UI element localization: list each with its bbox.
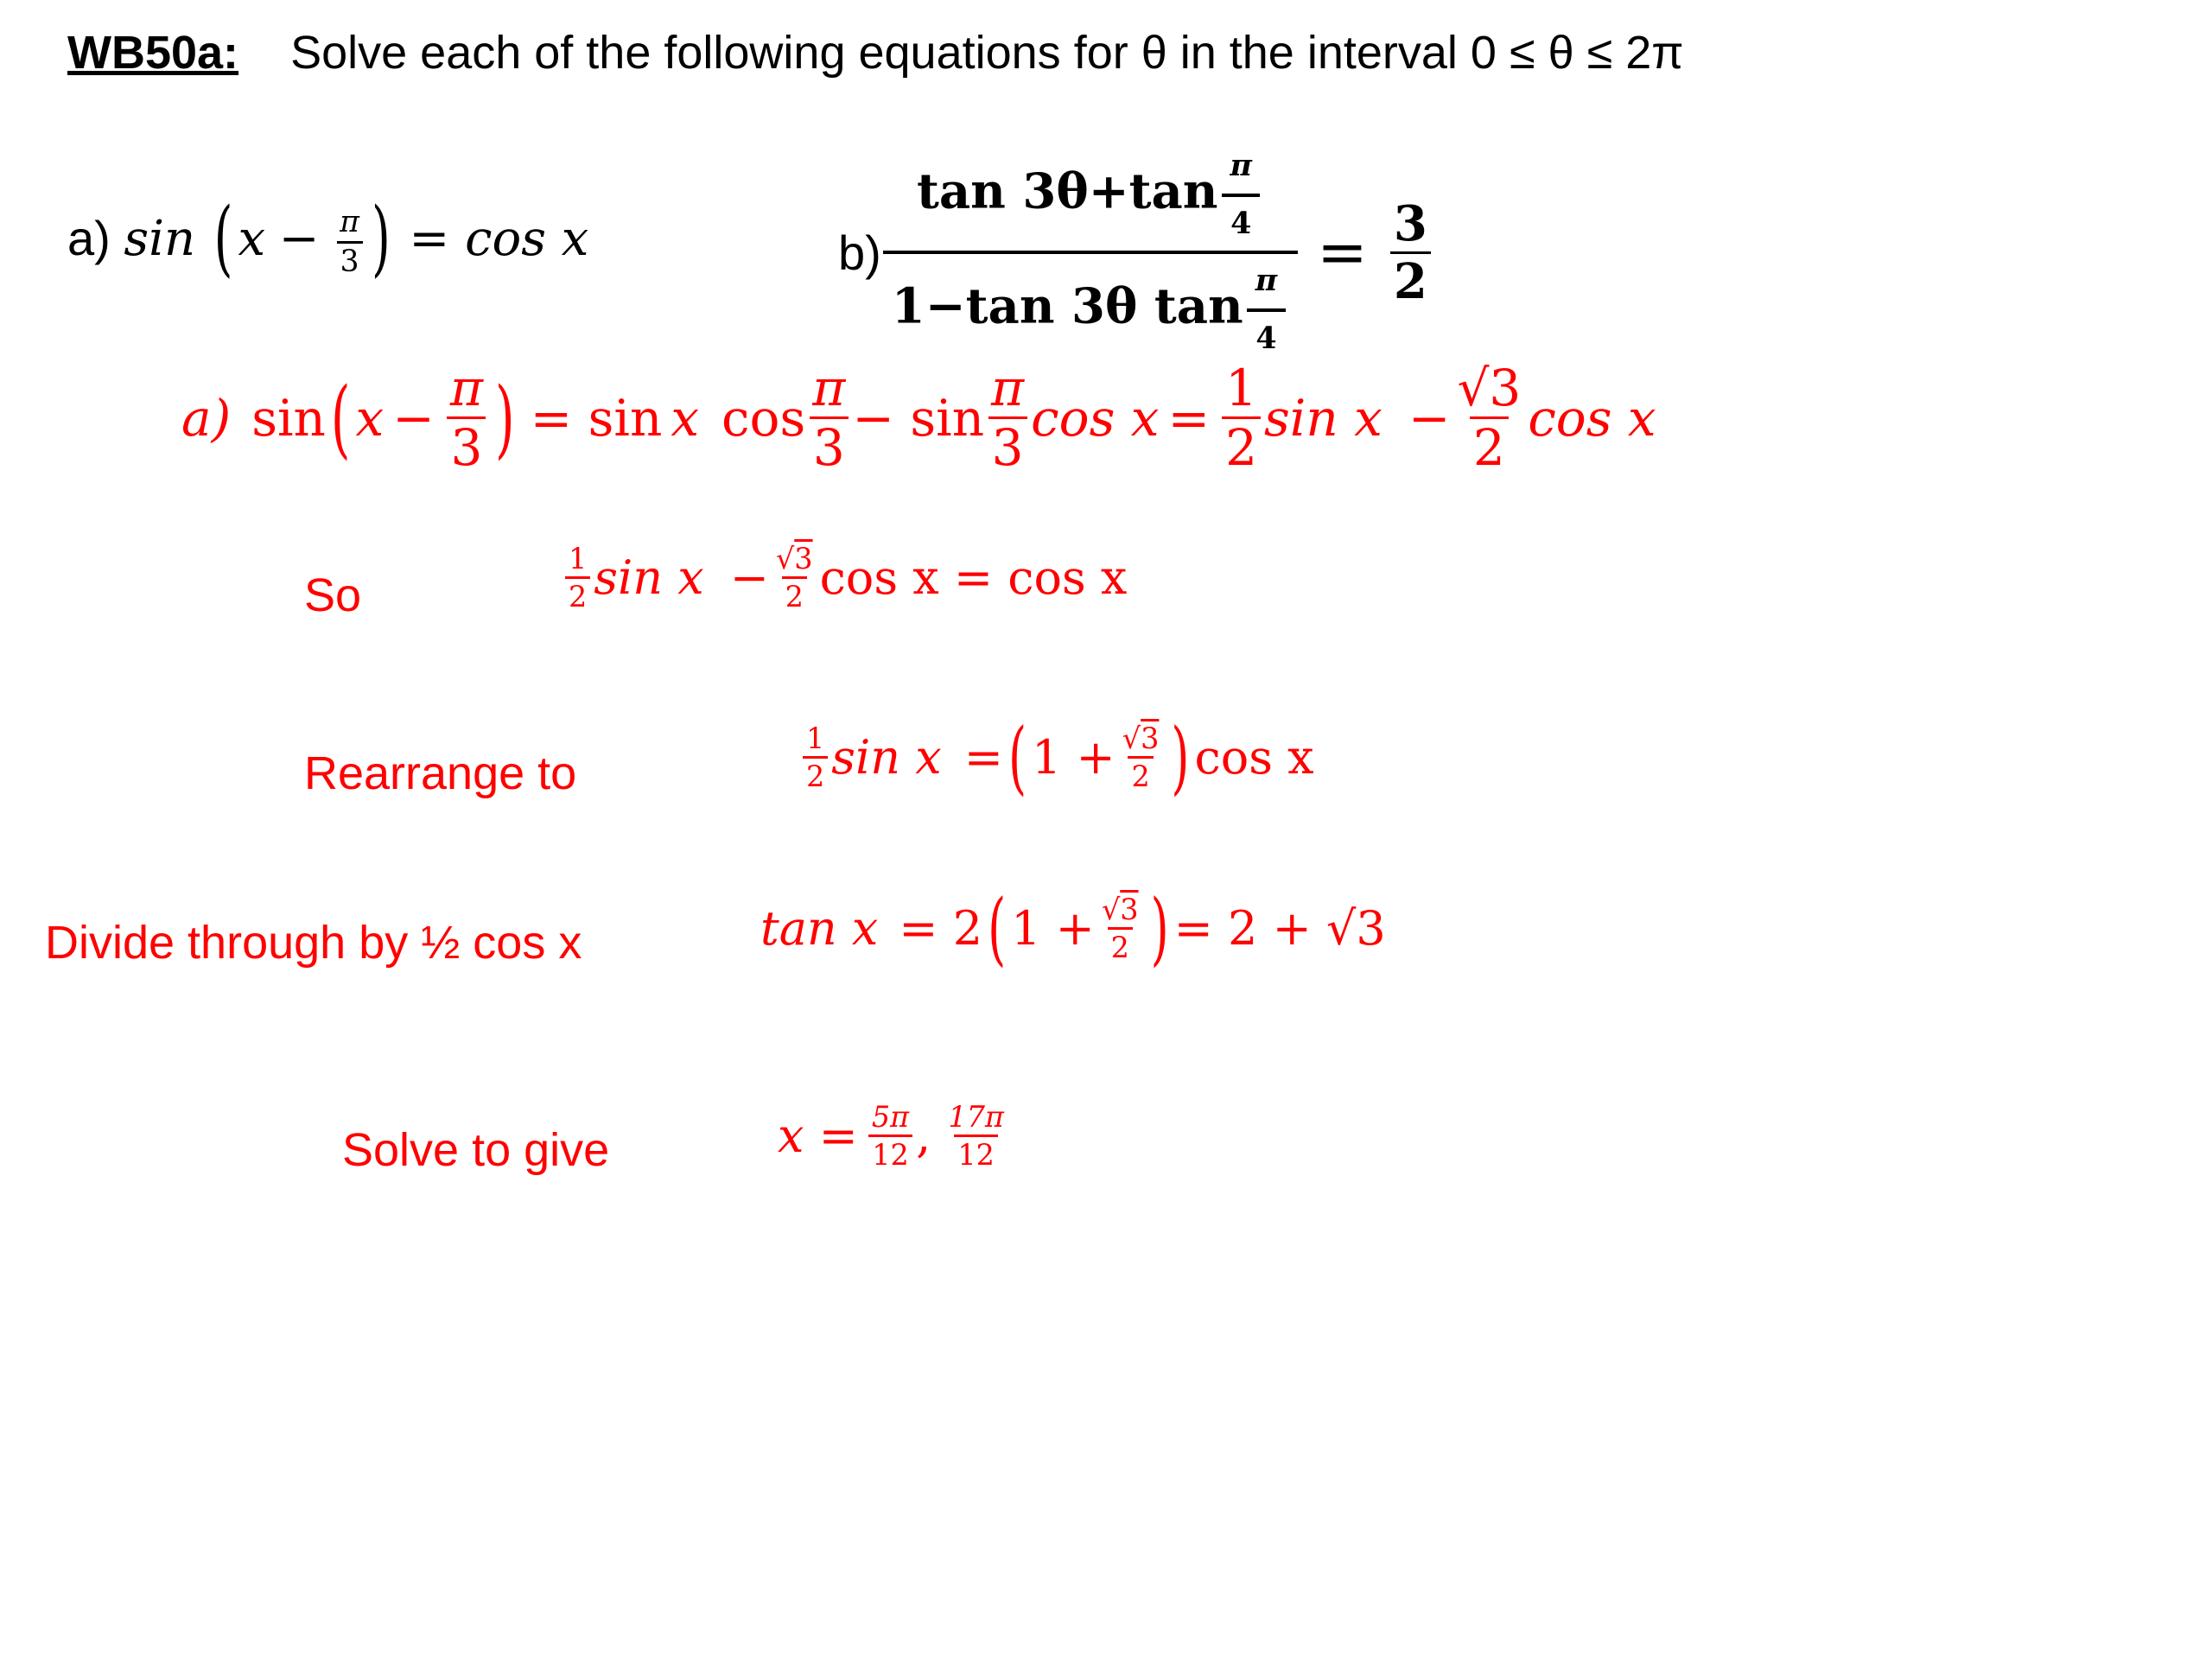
solution-line-2 — [562, 544, 1127, 612]
question-b — [838, 148, 1434, 357]
solution-1-minus-sin: − sin — [852, 388, 985, 448]
solution-3-lparen: ( — [1007, 711, 1027, 804]
solution-2-minus: − — [729, 550, 769, 606]
solution-5-comma: , — [916, 1109, 931, 1164]
solution-4-tan-x: tan x — [760, 901, 879, 957]
question-b-num-pi-over-4: $\frac{\pi}{4}$ — [1222, 151, 1261, 238]
question-b-equals: = — [1317, 217, 1368, 289]
solution-1-lparen: ( — [330, 367, 351, 468]
question-a-fn: sin — [124, 211, 196, 268]
solution-2-root3-over-2: $\frac{√3}{2}$ — [775, 542, 813, 614]
solution-rearrange-label: Rearrange to — [304, 747, 577, 799]
solution-3-cos-x: cos x — [1194, 730, 1314, 785]
question-a-minus: − — [278, 211, 320, 268]
solution-1-minus2: − — [1408, 388, 1451, 448]
question-b-fraction — [883, 148, 1298, 357]
solution-3-sin-x: sin x — [831, 730, 942, 785]
question-b-label: b) — [838, 225, 881, 280]
solution-a-label: a) — [181, 388, 232, 448]
solution-5-answer-2: $\frac{17\pi}{12}$ — [948, 1100, 1004, 1173]
solution-1-cos: cos — [721, 388, 806, 448]
question-b-rhs: $\frac{3}{2}$ — [1390, 200, 1431, 306]
question-a-var: x — [238, 211, 266, 268]
question-b-denominator: 1−tan 3θ tan — [891, 277, 1243, 335]
solution-4-root3-over-2: $\frac{√3}{2}$ — [1101, 893, 1139, 965]
question-a-lparen: ( — [213, 191, 233, 287]
question-b-numerator: tan 3θ+tan — [917, 162, 1218, 220]
solution-4-rparen: ) — [1150, 882, 1169, 976]
solution-2-sin-x: sin x — [594, 550, 704, 606]
question-a-rhs: = cos x — [409, 211, 589, 268]
instruction-text: Solve each of the following equations for θ in the interval 0 ≤ θ ≤ 2π — [290, 27, 1684, 79]
question-b-den-pi-over-4: $\frac{\pi}{4}$ — [1247, 266, 1286, 353]
solution-4-lparen: ( — [988, 882, 1007, 976]
solution-1-pi-over-3-c: $\frac{\pi}{3}$ — [988, 363, 1027, 473]
solution-2-rest: cos x = cos x — [819, 550, 1128, 606]
solution-3-rparen: ) — [1171, 711, 1190, 804]
solution-3-one-plus: 1 + — [1032, 730, 1116, 785]
solution-1-half: $\frac{1}{2}$ — [1222, 363, 1261, 473]
solution-1-sin: sin — [251, 388, 326, 448]
solution-2-half: $\frac{1}{2}$ — [565, 544, 590, 612]
solution-line-4 — [760, 882, 1386, 976]
solution-solve-label: Solve to give — [342, 1124, 610, 1176]
solution-1-pi-over-3: $\frac{\pi}{3}$ — [447, 363, 486, 473]
solution-1-cos-x: cos x — [1031, 388, 1160, 448]
solution-1-x: x — [355, 388, 385, 448]
solution-divide-label: Divide through by ½ cos x — [45, 917, 582, 969]
solution-5-x-eq: x = — [778, 1109, 858, 1164]
solution-line-3 — [799, 711, 1314, 804]
solution-1-rparen: ) — [494, 367, 515, 468]
solution-1-eq-sin: = sin — [530, 388, 663, 448]
solution-5-answer-1: $\frac{5\pi}{12}$ — [868, 1103, 912, 1170]
question-a — [67, 191, 589, 287]
title-line — [67, 26, 1684, 79]
solution-3-eq: = — [963, 730, 1003, 785]
solution-1-sin-x: sin x — [1264, 388, 1382, 448]
solution-line-5 — [778, 1100, 1011, 1173]
question-a-pi-over-3: $\frac{\pi}{3}$ — [336, 207, 363, 276]
solution-4-eq: = 2 — [899, 901, 983, 957]
solution-1-pi-over-3-b: $\frac{\pi}{3}$ — [809, 363, 849, 473]
solution-4-result: = 2 + √3 — [1173, 901, 1386, 957]
solution-so-label: So — [304, 569, 362, 621]
worked-example-label: WB50a: — [67, 27, 239, 79]
question-a-rparen: ) — [371, 191, 391, 287]
solution-1-eq2: = — [1167, 388, 1211, 448]
solution-1-x2: x — [671, 388, 700, 448]
solution-4-one-plus: 1 + — [1011, 901, 1095, 957]
solution-1-minus: − — [392, 388, 435, 448]
solution-line-1 — [181, 359, 1656, 477]
question-a-label: a) — [67, 211, 111, 266]
solution-3-root3-over-2: $\frac{√3}{2}$ — [1122, 721, 1160, 794]
solution-3-half: $\frac{1}{2}$ — [803, 724, 828, 791]
solution-1-root3-over-2: $\frac{√3}{2}$ — [1457, 359, 1522, 477]
solution-1-cos-x-2: cos x — [1528, 388, 1656, 448]
